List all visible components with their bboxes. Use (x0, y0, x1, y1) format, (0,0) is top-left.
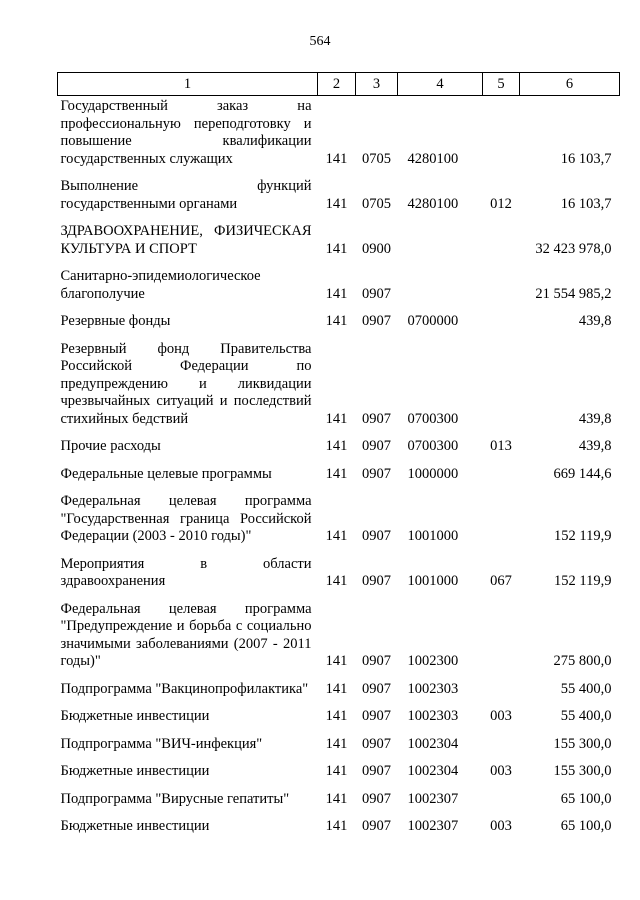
table-header (58, 73, 620, 96)
row-code-4 (398, 216, 483, 261)
row-code-4: 4280100 (407, 195, 459, 212)
row-code-4: 0700300 (407, 438, 459, 454)
row-code-2: 141 (325, 790, 348, 807)
row-code-4: 1002304 (407, 735, 459, 752)
table-row (58, 171, 620, 216)
row-code-2: 141 (325, 195, 348, 212)
row-code-3: 0907 (362, 708, 391, 724)
row-code-3: 0907 (362, 438, 391, 454)
row-amount: 32 423 978,0 (535, 240, 612, 257)
header-col-4: 4 (398, 73, 483, 96)
row-name: Подпрограмма "ВИЧ-инфекция" (60, 735, 263, 752)
row-code-5: 013 (490, 438, 512, 454)
row-code-2: 141 (325, 240, 348, 257)
row-code-3: 0907 (362, 818, 391, 834)
table-row (58, 96, 620, 172)
row-code-4: 1001000 (407, 528, 459, 544)
row-code-2: 141 (325, 313, 348, 329)
table-row (58, 701, 620, 729)
row-code-3: 0907 (362, 653, 391, 669)
header-col-6: 6 (520, 73, 620, 96)
row-code-5: 003 (490, 818, 512, 834)
row-code-3: 0907 (362, 410, 391, 427)
row-name: Бюджетные инвестиции (60, 763, 210, 779)
row-name: Федеральная целевая программа "Предупреждение и борьба с социально значимыми заболеваниями (2007 - 2011 годы)" (60, 600, 312, 669)
row-code-4 (398, 261, 483, 306)
row-amount: 65 100,0 (560, 790, 612, 807)
table-row (58, 261, 620, 306)
row-code-4: 1002304 (407, 763, 459, 779)
table-row (58, 811, 620, 839)
table-row (58, 594, 620, 674)
table-row (58, 784, 620, 812)
row-code-5 (483, 334, 520, 432)
row-code-5 (483, 486, 520, 549)
table-row (58, 486, 620, 549)
row-code-2: 141 (325, 708, 348, 724)
row-code-2: 141 (325, 410, 348, 427)
row-name: Государственный заказ на профессиональную переподготовку и повышение квалификации государственных служащих (60, 98, 312, 167)
row-code-3: 0907 (362, 285, 391, 302)
row-code-3: 0907 (362, 465, 391, 482)
row-code-5 (483, 306, 520, 334)
row-amount: 55 400,0 (560, 680, 612, 697)
header-col-1: 1 (58, 73, 318, 96)
row-name: Подпрограмма "Вакцинопрофилактика" (60, 680, 309, 697)
header-col-5: 5 (483, 73, 520, 96)
row-amount: 16 103,7 (560, 195, 612, 212)
row-amount: 155 300,0 (553, 735, 612, 752)
row-code-2: 141 (325, 465, 348, 482)
row-name: Мероприятия в области здравоохранения (60, 555, 312, 589)
row-code-2: 141 (325, 150, 348, 167)
row-amount: 16 103,7 (560, 150, 612, 167)
row-code-5 (483, 459, 520, 487)
row-amount: 669 144,6 (553, 465, 612, 482)
row-name: Федеральные целевые программы (60, 465, 272, 482)
row-code-2: 141 (325, 735, 348, 752)
row-code-5 (483, 784, 520, 812)
row-code-4: 1002303 (407, 708, 459, 724)
row-code-5 (483, 674, 520, 702)
row-code-3: 0907 (362, 573, 391, 589)
row-code-2: 141 (325, 438, 348, 454)
row-code-2: 141 (325, 818, 348, 834)
row-amount: 439,8 (578, 313, 612, 329)
row-code-3: 0907 (362, 680, 391, 697)
table-row (58, 756, 620, 784)
row-amount: 439,8 (578, 438, 612, 454)
row-code-2: 141 (325, 763, 348, 779)
row-name: Выполнение функций государственными органами (60, 178, 312, 212)
row-code-5 (483, 216, 520, 261)
page-number: 564 (309, 34, 331, 49)
row-code-2: 141 (325, 653, 348, 669)
table-body (58, 96, 620, 839)
table-row (58, 459, 620, 487)
row-code-5: 067 (490, 573, 512, 589)
row-code-5: 012 (490, 195, 512, 212)
row-code-3: 0907 (362, 735, 391, 752)
table-row (58, 674, 620, 702)
row-amount: 275 800,0 (553, 653, 612, 669)
row-code-4: 1002300 (407, 653, 459, 669)
row-name: Федеральная целевая программа "Государственная граница Российской Федерации (2003 - 2010 годы)" (60, 493, 312, 544)
row-code-2: 141 (325, 680, 348, 697)
row-amount: 439,8 (578, 410, 612, 427)
row-code-5: 003 (490, 708, 512, 724)
header-col-2: 2 (318, 73, 356, 96)
row-code-4: 1002303 (407, 680, 459, 697)
row-code-3: 0900 (362, 240, 391, 257)
row-code-3: 0907 (362, 790, 391, 807)
table-row (58, 431, 620, 459)
row-code-5 (483, 96, 520, 172)
row-code-3: 0907 (362, 763, 391, 779)
table-row (58, 216, 620, 261)
row-code-3: 0705 (362, 195, 391, 212)
row-code-4: 1002307 (407, 818, 459, 834)
header-col-3: 3 (356, 73, 398, 96)
row-amount: 21 554 985,2 (535, 285, 612, 302)
row-code-5 (483, 729, 520, 757)
row-code-4: 1001000 (407, 573, 459, 589)
row-code-4: 1002307 (407, 790, 459, 807)
row-name: Бюджетные инвестиции (60, 708, 210, 724)
row-code-5 (483, 261, 520, 306)
table-row (58, 334, 620, 432)
row-amount: 152 119,9 (554, 573, 612, 589)
row-code-2: 141 (325, 285, 348, 302)
row-name: Резервный фонд Правительства Российской Федерации по предупреждению и ликвидации чрезвычайных ситуаций и последствий стихийных бедствий (60, 340, 312, 427)
row-amount: 152 119,9 (554, 528, 612, 544)
row-code-4: 0700000 (407, 313, 459, 329)
row-name: ЗДРАВООХРАНЕНИЕ, ФИЗИЧЕСКАЯ КУЛЬТУРА И СПОРТ (60, 223, 312, 257)
row-code-3: 0907 (362, 313, 391, 329)
row-name: Резервные фонды (60, 313, 171, 329)
row-code-2: 141 (325, 573, 348, 589)
row-code-5 (483, 594, 520, 674)
row-amount: 55 400,0 (560, 708, 612, 724)
row-code-4: 0700300 (407, 410, 459, 427)
table-row (58, 729, 620, 757)
table-row (58, 306, 620, 334)
row-name: Санитарно-эпидемиологическое благополучие (60, 268, 261, 302)
row-name: Бюджетные инвестиции (60, 818, 210, 834)
row-amount: 155 300,0 (553, 763, 612, 779)
table-row (58, 549, 620, 594)
row-amount: 65 100,0 (560, 818, 612, 834)
row-name: Подпрограмма "Вирусные гепатиты" (60, 790, 290, 807)
row-code-2: 141 (325, 528, 348, 544)
row-code-3: 0705 (362, 150, 391, 167)
row-code-3: 0907 (362, 528, 391, 544)
row-code-5: 003 (490, 763, 512, 779)
budget-table (57, 72, 620, 839)
row-code-4: 4280100 (407, 150, 459, 167)
row-name: Прочие расходы (60, 438, 161, 454)
row-code-4: 1000000 (407, 465, 459, 482)
